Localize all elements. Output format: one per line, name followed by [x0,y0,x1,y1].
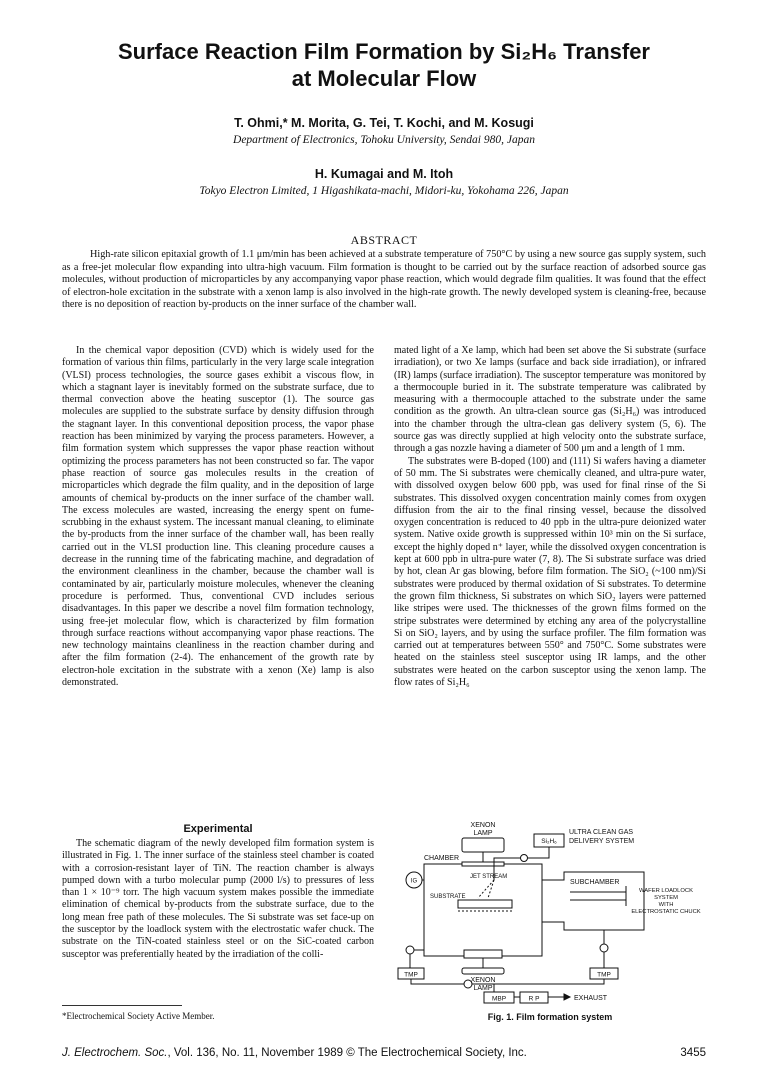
label-ultra-clean-2: DELIVERY SYSTEM [569,838,635,845]
experimental-paragraph: The schematic diagram of the newly developed film formation system is illustrated in Fig. 1. The inner surface of the stainless steel chamber is coated with a corrosion-resistant layer of TiN. The reaction chamber is always pumped down with a turbo molecular pump (2000 l/s) to pressures of less than 1 × 10⁻⁹ torr. The high vacuum system makes possible the immediate elimination of chemical by-products from the substrate surface, due to the long mean free path of these molecules. The Si substrate was set face-up on the susceptor by the loadlock system with the electrostatic wafer chuck. The substrate on the TiN-coated stainless steel or on the SiC-coated carbon susceptor was preferentially heated by the irradiation of the colli- [62,838,374,960]
label-mbp: MBP [491,995,507,1003]
abstract-heading: ABSTRACT [350,233,418,247]
journal-name: J. Electrochem. Soc. [62,1047,168,1059]
label-si2h6: Si₂H₆ [541,838,557,845]
right-column-text [394,345,706,689]
author-list-primary: T. Ohmi,* M. Morita, G. Tei, T. Kochi, and M. Kosugi [234,116,534,130]
left-column-intro [62,345,374,689]
right-paragraph-1: mated light of a Xe lamp, which had been set above the Si substrate (surface irradiation), or two Xe lamps (surface and back side irradiation), or infrared (IR) lamps (surface irradiation). The susceptor temperature was monitored by a thermocouple buried in it. The substrate temperature was calibrated by measuring with a thermocouple attached to the substrate under the same condition as the growth. An ultra-clean source gas (Si₂H₆) was introduced into the chamber through the ultra-clean gas delivery system (5, 6). The source gas was directly supplied at high velocity onto the substrate surface, through a gas nozzle having a diameter of 500 μm and a length of 1 mm. [394,345,706,455]
title-line-2: at Molecular Flow [291,66,477,91]
page-number: 3455 [680,1047,706,1059]
affiliation-primary: Department of Electronics, Tohoku University, Sendai 980, Japan [233,134,535,146]
label-ig: IG [410,878,418,885]
left-column-experimental [62,838,374,961]
label-rp: R P [528,995,540,1003]
label-ultra-clean-1: ULTRA CLEAN GAS [569,829,634,836]
label-subchamber: SUBCHAMBER [570,879,620,886]
label-exhaust: EXHAUST [574,995,608,1002]
article-title [60,38,708,92]
label-substrate: SUBSTRATE [430,894,466,900]
footnote: *Electrochemical Society Active Member. [62,1011,215,1021]
footnote-divider [62,1005,182,1006]
journal-info: , Vol. 136, No. 11, November 1989 © The Electrochemical Society, Inc. [167,1047,527,1059]
label-xenon-bottom: XENON [470,977,496,984]
substrate-holder [458,900,512,908]
label-wafer-1: WAFER LOADLOCK [639,888,693,894]
label-xenon-top: XENON [470,822,496,829]
label-tmp-right: TMP [597,971,611,979]
label-wafer-2: SYSTEM [654,895,678,901]
figure-caption: Fig. 1. Film formation system [487,1012,613,1022]
title-line-1: Surface Reaction Film Formation by Si₂H₆ Transfer [118,39,650,64]
label-lamp-top: LAMP [473,830,493,837]
label-jet-stream: JET STREAM [470,874,508,880]
affiliation-secondary: Tokyo Electron Limited, 1 Higashikata-machi, Midori-ku, Yokohama 226, Japan [199,185,569,197]
label-wafer-3: WITH [658,902,674,908]
section-heading-experimental: Experimental [183,823,253,835]
label-chamber: CHAMBER [424,855,460,862]
journal-citation [62,1047,527,1059]
label-wafer-4: ELECTROSTATIC CHUCK [631,909,701,915]
right-paragraph-2: The substrates were B-doped (100) and (111) Si wafers having a diameter of 50 mm. The Si substrates were chemically cleaned, and ultra-pure water, with dissolved oxygen below 600 ppb, was used for final rinse of the Si substrates. This dissolved oxygen concentration mainly comes from oxygen diffusion from the air to the final rinsing vessel, because the dissolved oxygen concentration is reduced to 40 ppb in the ultra-pure deionized water system. Native oxide growth is suppressed within 10³ min on the Si surface, except the highly doped n⁺ layer, while the dissolved oxygen concentration is kept at 600 ppb in ultra-pure water (7, 8). The Si substrate surface was dried by hot, clean Ar gas blowing, before film formation. The SiO₂ (~100 nm)/Si substrates were produced by thermal oxidation of Si substrates. To determine the grown film thickness, Si substrates on which SiO₂ layers were patterned like stripes were used. The thicknesses of the grown films formed on the stripe substrates were determined by etching any area of the polycrystalline Si on SiO₂ layers, and by using the surface profiler. The film formation was carried out at temperatures between 550° and 750°C. Some substrates were heated on the stainless steel susceptor using IR lamps, and the other substrates were heated on the carbon susceptor using the xenon lamp. The flow rates of Si₂H₆ [394,455,706,689]
label-tmp-left: TMP [404,971,418,979]
intro-paragraph: In the chemical vapor deposition (CVD) which is widely used for the formation of various thin films, particularly in the very large scale integration (VLSI) process technologies, the source gases exhibit a viscous flow, in which a stagnant layer is inevitably formed on the substrate surface, due to thermal convection above the heating susceptor (1). The source gas molecules are supplied to the substrate surface by density diffusion through the stagnant layer. In this conventional deposition process, the vapor phase reaction has been minimized by varying the process parameters. However, a film formation system which suppresses the vapor phase reaction without optimizing the process parameters has not been constructed so far. The vapor phase reaction of source gas molecules results in the creation of microparticles which degrade the film quality, and in the deposition of large amounts of chemical by-products on the inner surface of the chamber wall. The excess molecules are wasted, increasing the energy spent on fume-scrubbing in the exhaust system. The incessant manual cleaning, to eliminate the by-products from the inner surface of the chamber wall, has been really carried out in the VLSI production line. This cleaning procedure causes a decrease in the running time of the fabricating machine, and degradation of the environment cleanliness in the chamber, because the chamber wall is contaminated by air, particularly moisture molecules, whenever the cleaning procedure is performed. Thus, conventional CVD includes serious disadvantages. In this paper we describe a novel film formation technology, using free-jet molecular flow, which is characterized by film formation through surface reactions without accompanying vapor phase reactions. The new technology maintains cleanliness in the reaction chamber during and after the film formation (2-4). The enhancement of the growth rate by electron-hole excitation in the substrate with a xenon (Xe) lamp is also demonstrated. [62,345,374,689]
abstract-text: High-rate silicon epitaxial growth of 1.1 μm/min has been achieved at a substrate temperature of 750°C by using a new source gas supply system, such as a free-jet molecular flow expanding into ultra-high vacuum. Film formation is thought to be carried out by the surface reaction of adsorbed source gas molecules, without production of microparticles by any accompanying vapor phase reaction, which would degrade film qualities. It was found that the effect of electron-hole excitation in the substrate with a xenon lamp is also involved in the high-rate growth. The newly developed system is cleaning-free, because there is no deposition of reaction by-products on the inner surface of the chamber wall. [62,249,706,311]
xenon-lamp-top-shape [462,838,504,852]
film-formation-system-diagram [394,818,706,1008]
author-list-secondary: H. Kumagai and M. Itoh [314,167,454,181]
label-lamp-bottom: LAMP [473,985,493,992]
